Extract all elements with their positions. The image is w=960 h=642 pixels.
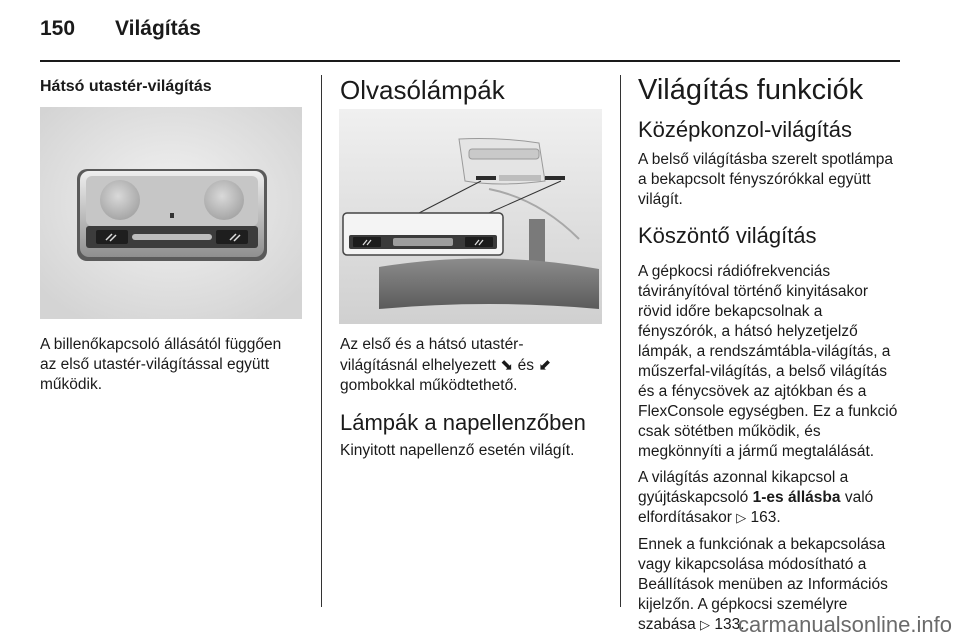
column-divider (321, 75, 322, 607)
text-line: világít. (638, 191, 683, 208)
section-heading-console-lighting: Középkonzol-világítás (638, 117, 853, 142)
text-line: működik. (40, 376, 103, 393)
console-lighting-text (638, 150, 903, 210)
rear-lamp-illustration (40, 107, 302, 319)
text-line: Beállítások menüben az Információs (638, 576, 888, 593)
text-span: világításnál elhelyezett (340, 357, 496, 374)
page-reference-link[interactable]: 133. (714, 616, 745, 633)
page-reference-arrow-icon: ▷ (700, 618, 711, 633)
visor-lamps-text (340, 441, 610, 461)
reading-lamp-illustration (339, 109, 602, 324)
section-heading-reading-lamps: Olvasólámpák (340, 75, 505, 105)
text-span: szabása (638, 616, 696, 633)
text-line: csak sötétben működik, és (638, 423, 821, 440)
text-line: gombokkal működtethető. (340, 377, 518, 394)
text-line: lámpák, a rendszámtábla-világítás, a (638, 343, 891, 360)
text-line: vagy kikapcsolása módosítható a (638, 556, 867, 573)
text-span: és (517, 357, 534, 374)
text-line: műszerfal-világítás, a belső világítás (638, 363, 887, 380)
text-line: távirányítóval történő kinyitásakor (638, 283, 869, 300)
page-reference-arrow-icon: ▷ (736, 511, 747, 526)
text-line: megkönnyíti a jármű megtalálását. (638, 443, 875, 460)
text-line: A billenőkapcsoló állásától függően (40, 336, 282, 353)
text-span: gyújtáskapcsoló (638, 489, 749, 506)
rear-lamp-button-icon: ⬋ (538, 356, 552, 374)
text-line: fényszórók, a hátsó helyzetjelző (638, 323, 858, 340)
reading-lamps-figure (339, 109, 602, 324)
section-heading-welcome-lighting: Köszöntő világítás (638, 223, 817, 248)
text-line: A gépkocsi rádiófrekvenciás (638, 263, 831, 280)
rear-lighting-text (40, 335, 310, 395)
section-heading-rear-lighting: Hátsó utastér-világítás (40, 78, 212, 95)
page-number: 150 (40, 17, 76, 40)
text-line: FlexConsole egységben. Ez a funkció (638, 403, 898, 420)
text-line (638, 488, 903, 508)
text-line: az első utastér-világítással együtt (40, 356, 270, 373)
column-divider (620, 75, 621, 607)
welcome-lighting-text (638, 262, 903, 636)
section-heading-visor-lamps: Lámpák a napellenzőben (340, 410, 586, 435)
text-line: Kinyitott napellenző esetén világít. (340, 442, 575, 459)
watermark: carmanualsonline.info (737, 612, 952, 637)
rear-lighting-figure (40, 107, 302, 319)
text-line: A belső világításba szerelt spotlámpa (638, 151, 894, 168)
page-title: Világítás (115, 17, 201, 40)
page-reference-link[interactable]: 163. (750, 509, 781, 526)
text-line (638, 508, 903, 529)
text-line: és a fénycsövek az ajtókban és a (638, 383, 867, 400)
reading-lamps-text (340, 335, 610, 396)
text-span: való (844, 489, 874, 506)
text-line: rövid időre bekapcsolnak a (638, 303, 823, 320)
text-line: A világítás azonnal kikapcsol a (638, 469, 849, 486)
section-heading-lighting-features: Világítás funkciók (638, 74, 864, 106)
front-lamp-button-icon: ⬊ (500, 356, 514, 374)
ignition-position-emphasis: 1-es állásba (752, 489, 841, 506)
text-line: Ennek a funkciónak a bekapcsolása (638, 536, 886, 553)
text-line: Az első és a hátsó utastér- (340, 336, 524, 353)
text-line (340, 355, 610, 376)
text-line: kijelzőn. A gépkocsi személyre (638, 596, 848, 613)
text-span: elfordításakor (638, 509, 732, 526)
text-line: a bekapcsolt fényszórókkal együtt (638, 171, 871, 188)
header-rule (40, 60, 900, 62)
